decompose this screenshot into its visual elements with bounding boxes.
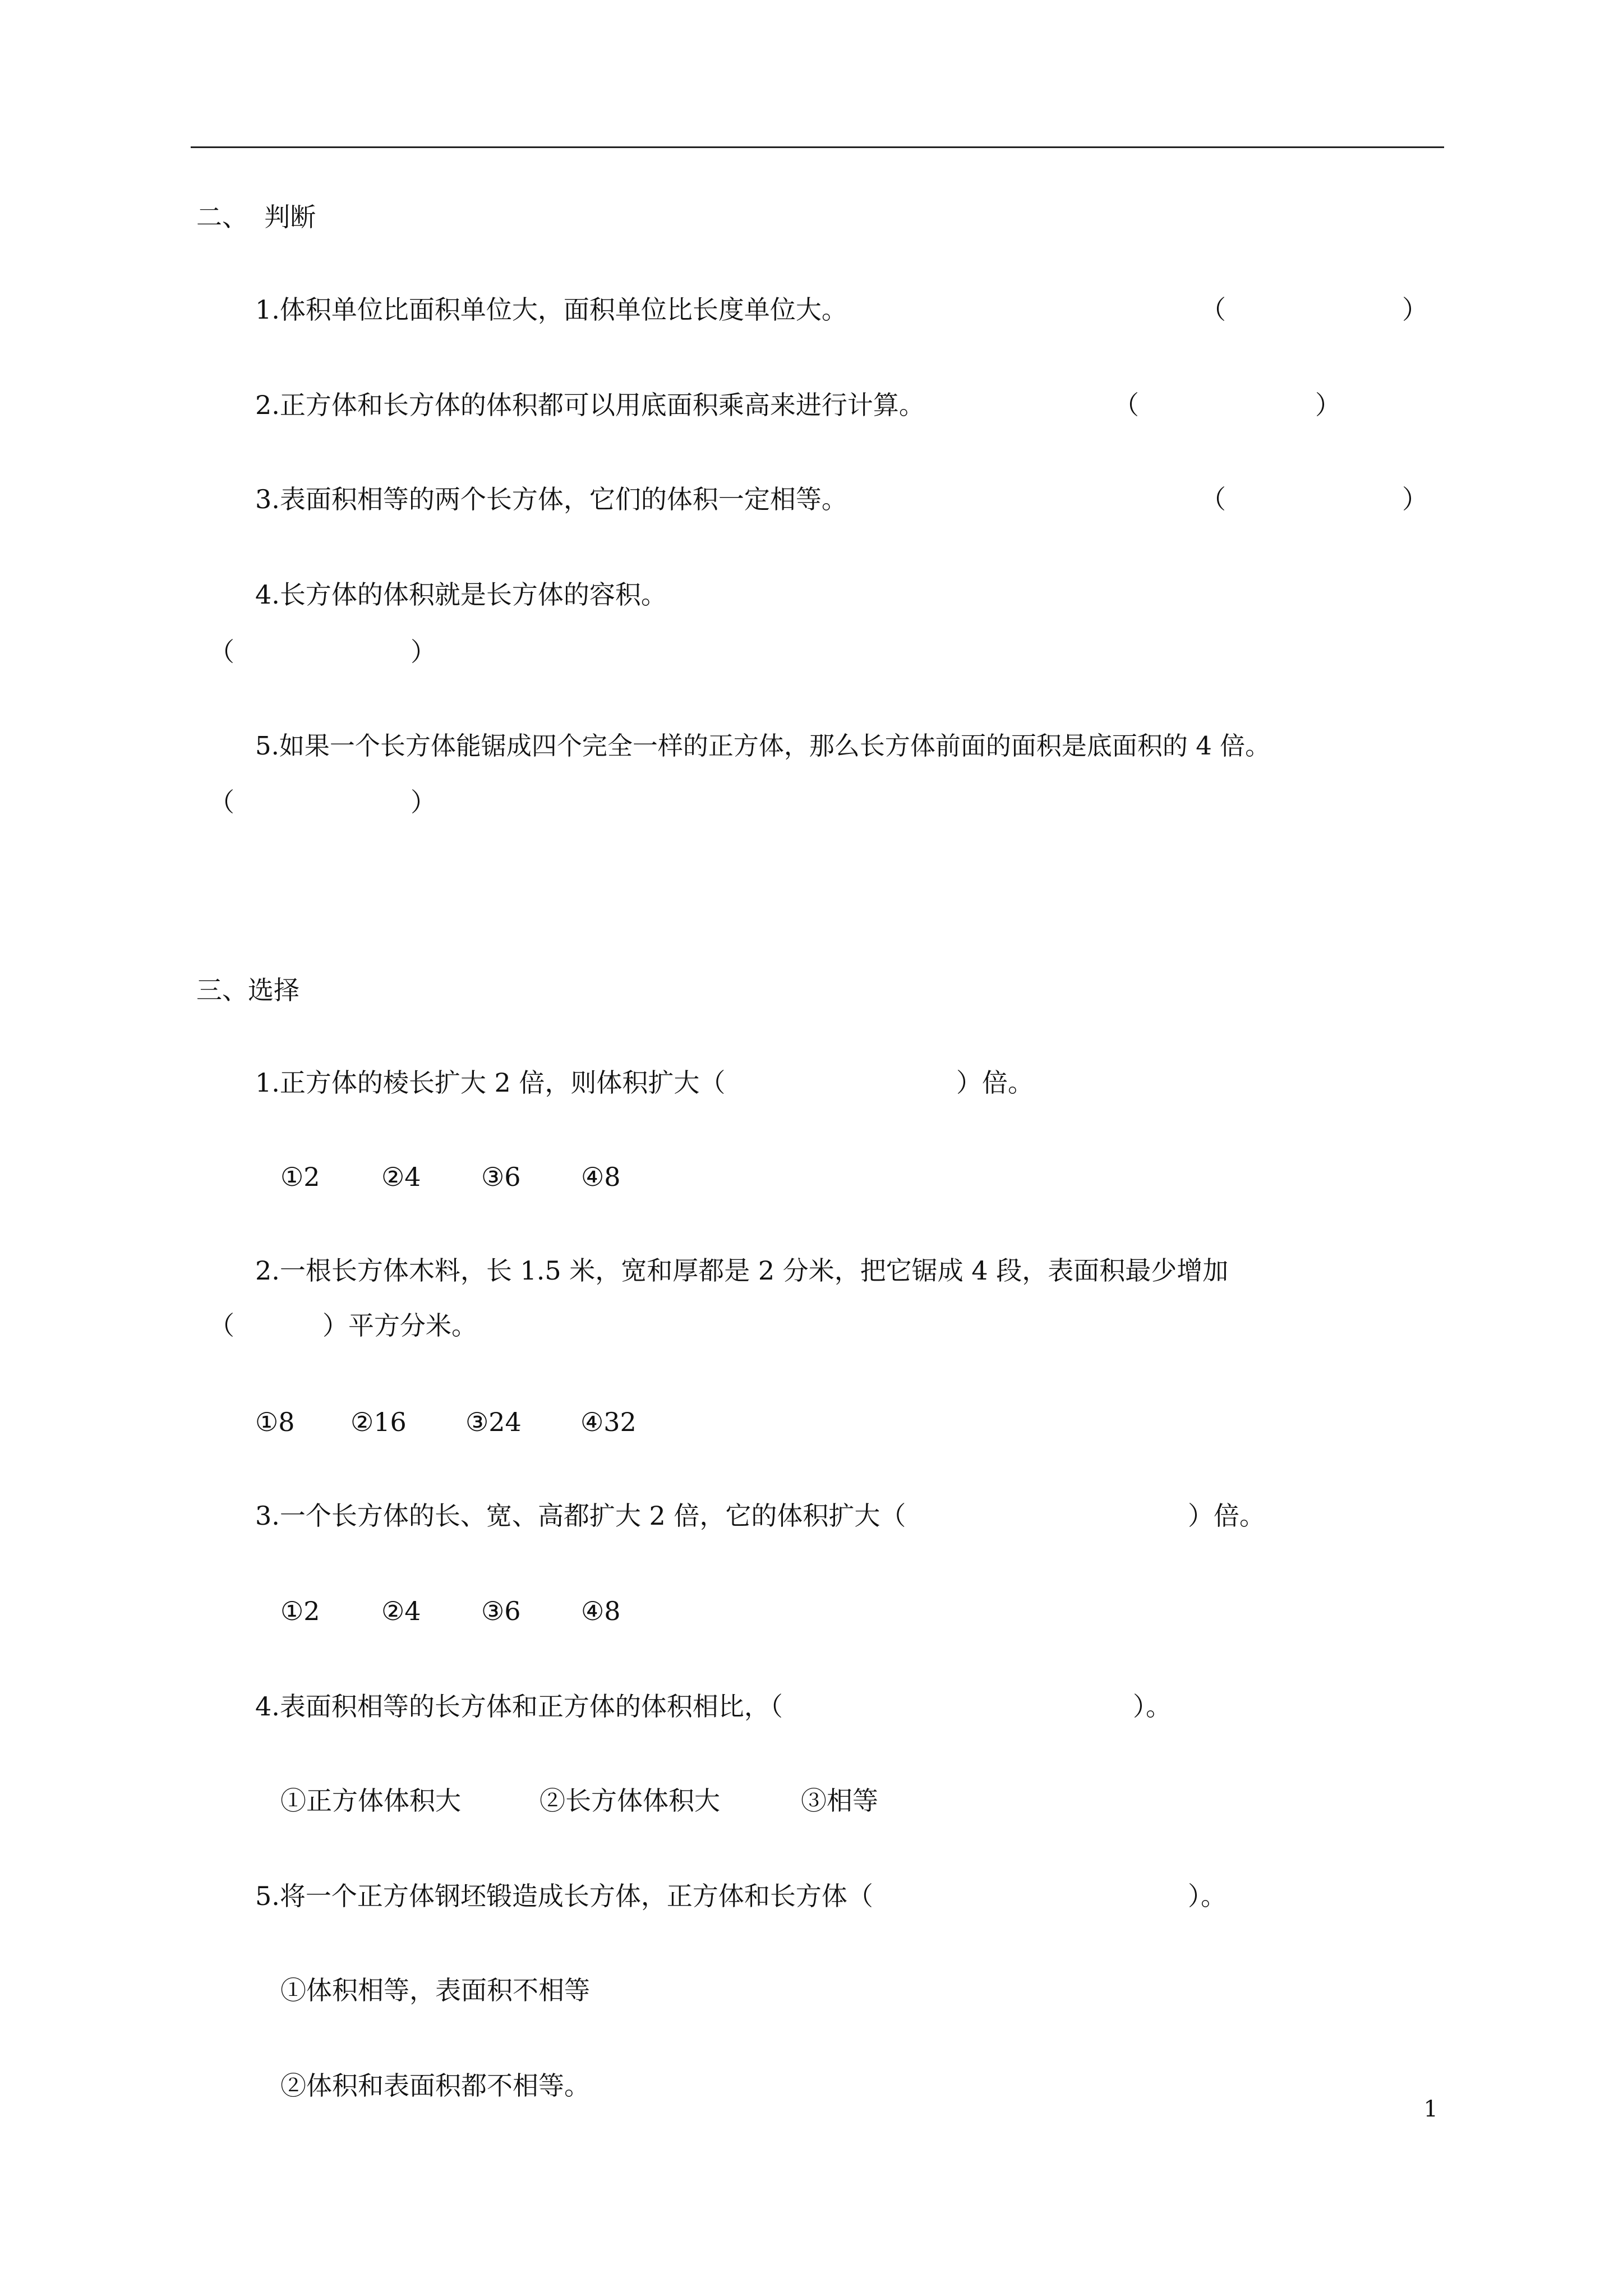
- choice-item-2-option-2[interactable]: ②16: [351, 1407, 407, 1437]
- choice-item-1-option-3[interactable]: ③6: [481, 1162, 521, 1192]
- judge-item-4-paren-close: ）: [411, 637, 436, 667]
- choice-item-3-option-4[interactable]: ④8: [581, 1596, 621, 1626]
- choice-item-4-option-3[interactable]: ③相等: [801, 1786, 878, 1816]
- choice-item-3-stem: 3.一个长方体的长、宽、高都扩大 2 倍，它的体积扩大（: [255, 1501, 906, 1531]
- judge-item-1: 1.体积单位比面积单位大，面积单位比长度单位大。: [255, 295, 847, 325]
- choice-item-2-option-1[interactable]: ①8: [255, 1407, 295, 1437]
- choice-item-3-option-2[interactable]: ②4: [381, 1596, 421, 1626]
- section-heading-judge: 二、 判断: [196, 202, 316, 232]
- choice-item-5-stem: 5.将一个正方体钢坯锻造成长方体，正方体和长方体（: [255, 1881, 873, 1911]
- page-number: 1: [1423, 2096, 1438, 2122]
- judge-item-5: 5.如果一个长方体能锯成四个完全一样的正方体，那么长方体前面的面积是底面积的 4 倍。: [255, 731, 1271, 761]
- judge-item-2-paren-open[interactable]: （: [1113, 390, 1139, 420]
- choice-item-1-stem: 1.正方体的棱长扩大 2 倍，则体积扩大（: [255, 1068, 726, 1098]
- choice-item-1-option-4[interactable]: ④8: [581, 1162, 621, 1192]
- judge-item-3-paren-close: ）: [1402, 484, 1428, 514]
- choice-item-1-stem-end: ）倍。: [956, 1068, 1034, 1098]
- choice-item-3-stem-end: ）倍。: [1188, 1501, 1265, 1531]
- judge-item-5-paren-close: ）: [411, 787, 436, 817]
- choice-item-2-paren-open[interactable]: （: [209, 1310, 234, 1341]
- choice-item-5-stem-end: ）。: [1188, 1881, 1227, 1911]
- judge-item-1-paren-open[interactable]: （: [1200, 295, 1226, 325]
- judge-item-4-paren-open[interactable]: （: [209, 637, 234, 667]
- judge-item-2: 2.正方体和长方体的体积都可以用底面积乘高来进行计算。: [255, 390, 925, 420]
- choice-item-3-option-1[interactable]: ①2: [280, 1596, 320, 1626]
- choice-item-4-option-1[interactable]: ①正方体体积大: [280, 1786, 461, 1816]
- judge-item-3: 3.表面积相等的两个长方体，它们的体积一定相等。: [255, 484, 847, 514]
- choice-item-2-option-3[interactable]: ③24: [465, 1407, 522, 1437]
- judge-item-3-paren-open[interactable]: （: [1200, 484, 1226, 514]
- judge-item-1-paren-close: ）: [1402, 295, 1428, 325]
- choice-item-5-option-2[interactable]: ②体积和表面积都不相等。: [280, 2070, 590, 2101]
- judge-item-2-paren-close: ）: [1315, 390, 1341, 420]
- choice-item-2-stem-end: ）平方分米。: [322, 1310, 477, 1341]
- choice-item-4-stem-end: ）。: [1133, 1691, 1172, 1722]
- judge-item-5-paren-open[interactable]: （: [209, 787, 234, 817]
- choice-item-3-option-3[interactable]: ③6: [481, 1596, 521, 1626]
- choice-item-5-option-1[interactable]: ①体积相等，表面积不相等: [280, 1975, 590, 2005]
- judge-item-4: 4.长方体的体积就是长方体的容积。: [255, 579, 667, 610]
- header-rule: [191, 146, 1444, 148]
- choice-item-4-stem: 4.表面积相等的长方体和正方体的体积相比，（: [255, 1691, 783, 1722]
- choice-item-4-option-2[interactable]: ②长方体体积大: [540, 1786, 720, 1816]
- choice-item-1-option-2[interactable]: ②4: [381, 1162, 421, 1192]
- choice-item-2-option-4[interactable]: ④32: [580, 1407, 637, 1437]
- choice-item-1-option-1[interactable]: ①2: [280, 1162, 320, 1192]
- choice-item-2-stem: 2.一根长方体木料，长 1.5 米，宽和厚都是 2 分米，把它锯成 4 段，表面积最少增加: [255, 1255, 1229, 1286]
- section-heading-choice: 三、选择: [196, 975, 299, 1005]
